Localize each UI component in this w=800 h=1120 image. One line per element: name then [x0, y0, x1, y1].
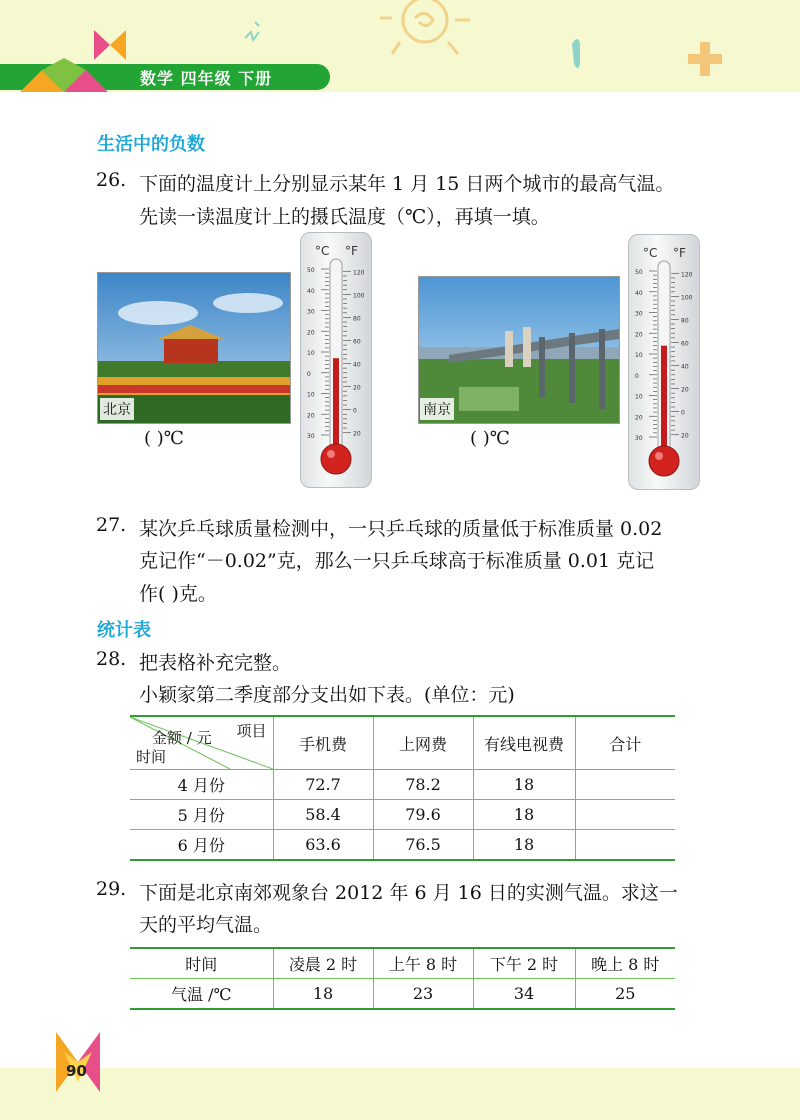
answer-blank-nanjing[interactable]: ( )℃	[470, 428, 510, 449]
svg-text:20: 20	[681, 432, 689, 440]
svg-text:100: 100	[681, 294, 693, 302]
diagonal-header-cell	[130, 716, 273, 770]
thermometer-scale	[301, 233, 371, 487]
svg-text:0: 0	[353, 407, 357, 415]
table-cell: 72.7	[273, 770, 373, 800]
fahrenheit-unit-label: °F	[345, 244, 358, 258]
svg-text:20: 20	[681, 386, 689, 394]
svg-text:50: 50	[307, 267, 315, 274]
table-cell: 63.6	[273, 830, 373, 861]
table-caption: 小颖家第二季度部分支出如下表。(单位：元)	[139, 684, 515, 706]
table-cell: 58.4	[273, 800, 373, 830]
table-row	[130, 800, 675, 830]
column-header: 下午 2 时	[473, 948, 575, 979]
table-cell: 25	[575, 979, 675, 1010]
table-row	[130, 979, 675, 1010]
column-header: 上午 8 时	[373, 948, 473, 979]
plus-doodle-icon	[688, 42, 722, 76]
svg-text:0: 0	[307, 370, 311, 378]
column-header: 有线电视费	[473, 716, 575, 770]
svg-text:0: 0	[681, 409, 685, 417]
question-number: 29.	[96, 878, 127, 900]
svg-text:20: 20	[307, 329, 315, 337]
svg-text:80: 80	[353, 315, 361, 323]
svg-text:100: 100	[353, 292, 365, 300]
question-text: 把表格补充完整。	[139, 652, 292, 674]
city-label-nanjing: 南京	[420, 398, 454, 420]
corner-time-label: 时间	[136, 748, 167, 766]
question-number: 27.	[96, 514, 127, 536]
svg-text:40: 40	[635, 289, 643, 297]
celsius-unit-label: °C	[315, 244, 330, 258]
book-title: 数学 四年级 下册	[140, 69, 273, 88]
question-text-with-blank: 作( )克。	[139, 583, 217, 605]
temperature-table	[130, 947, 675, 1010]
table-cell: 34	[473, 979, 575, 1010]
row-label: 5 月份	[130, 800, 273, 830]
svg-text:120: 120	[353, 269, 365, 277]
table-cell: 78.2	[373, 770, 473, 800]
svg-text:10: 10	[307, 350, 315, 357]
question-text: 下面是北京南郊观象台 2012 年 6 月 16 日的实测气温。求这一	[139, 882, 678, 904]
bow-icon	[94, 30, 126, 64]
mercury-column	[333, 358, 339, 457]
svg-text:60: 60	[681, 340, 689, 348]
table-row	[130, 770, 675, 800]
question-text: 克记作“－0.02”克，那么一只乒乓球高于标准质量 0.01 克记	[139, 550, 655, 572]
svg-text:10: 10	[635, 393, 643, 401]
table-cell: 18	[473, 800, 575, 830]
svg-text:20: 20	[635, 414, 643, 422]
question-text: 某次乒乓球质量检测中，一只乒乓球的质量低于标准质量 0.02	[139, 518, 663, 540]
fahrenheit-unit-label: °F	[673, 246, 686, 260]
answer-blank-beijing[interactable]: ( )℃	[144, 428, 184, 449]
svg-text:30: 30	[635, 310, 643, 318]
total-blank-cell[interactable]	[575, 770, 675, 800]
thermometer-scale	[629, 235, 699, 489]
svg-text:30: 30	[635, 435, 643, 442]
svg-text:40: 40	[307, 287, 315, 295]
total-blank-cell[interactable]	[575, 830, 675, 861]
section-title-negatives: 生活中的负数	[97, 134, 205, 155]
table-cell: 79.6	[373, 800, 473, 830]
section-title-stats: 统计表	[97, 620, 151, 641]
celsius-unit-label: °C	[643, 246, 658, 260]
question-text: 下面的温度计上分别显示某年 1 月 15 日两个城市的最高气温。	[139, 173, 675, 195]
svg-text:10: 10	[307, 391, 315, 399]
thermometer-beijing	[300, 232, 372, 488]
footer-band	[0, 1068, 800, 1120]
table-header-row	[130, 716, 675, 770]
svg-text:80: 80	[681, 317, 689, 325]
svg-text:40: 40	[681, 363, 689, 371]
table-row	[130, 830, 675, 861]
thermometer-bulb	[321, 444, 351, 474]
svg-text:20: 20	[307, 412, 315, 420]
question-number: 26.	[96, 169, 127, 191]
total-blank-cell[interactable]	[575, 800, 675, 830]
column-header: 凌晨 2 时	[273, 948, 373, 979]
mercury-column	[661, 346, 667, 459]
svg-text:60: 60	[353, 338, 361, 346]
table-cell: 18	[473, 770, 575, 800]
svg-text:50: 50	[635, 269, 643, 276]
question-number: 28.	[96, 648, 127, 670]
row-label: 气温 /℃	[130, 979, 273, 1010]
city-label-beijing: 北京	[100, 398, 134, 420]
svg-text:20: 20	[635, 331, 643, 339]
table-cell: 76.5	[373, 830, 473, 861]
thermometer-bulb	[649, 446, 679, 476]
svg-text:10: 10	[635, 352, 643, 359]
thermometer-nanjing	[628, 234, 700, 490]
column-header: 时间	[130, 948, 273, 979]
column-header: 手机费	[273, 716, 373, 770]
svg-text:40: 40	[353, 361, 361, 369]
table-cell: 18	[273, 979, 373, 1010]
table-cell: 18	[473, 830, 575, 861]
corner-amount-label: 金额 / 元	[152, 729, 212, 747]
svg-text:0: 0	[635, 372, 639, 380]
corner-item-label: 项目	[236, 722, 267, 740]
svg-text:30: 30	[307, 308, 315, 316]
column-header: 合计	[575, 716, 675, 770]
svg-text:30: 30	[307, 433, 315, 440]
one-doodle-icon	[572, 39, 580, 68]
row-label: 4 月份	[130, 770, 273, 800]
column-header: 上网费	[373, 716, 473, 770]
svg-text:120: 120	[681, 271, 693, 279]
row-label: 6 月份	[130, 830, 273, 861]
question-text: 天的平均气温。	[139, 914, 273, 936]
page-number: 90	[66, 1062, 87, 1080]
svg-text:20: 20	[353, 384, 361, 392]
table-header-row	[130, 948, 675, 979]
expense-table	[130, 715, 675, 861]
table-cell: 23	[373, 979, 473, 1010]
column-header: 晚上 8 时	[575, 948, 675, 979]
question-text: 先读一读温度计上的摄氏温度（℃），再填一填。	[139, 206, 550, 228]
svg-text:20: 20	[353, 430, 361, 438]
